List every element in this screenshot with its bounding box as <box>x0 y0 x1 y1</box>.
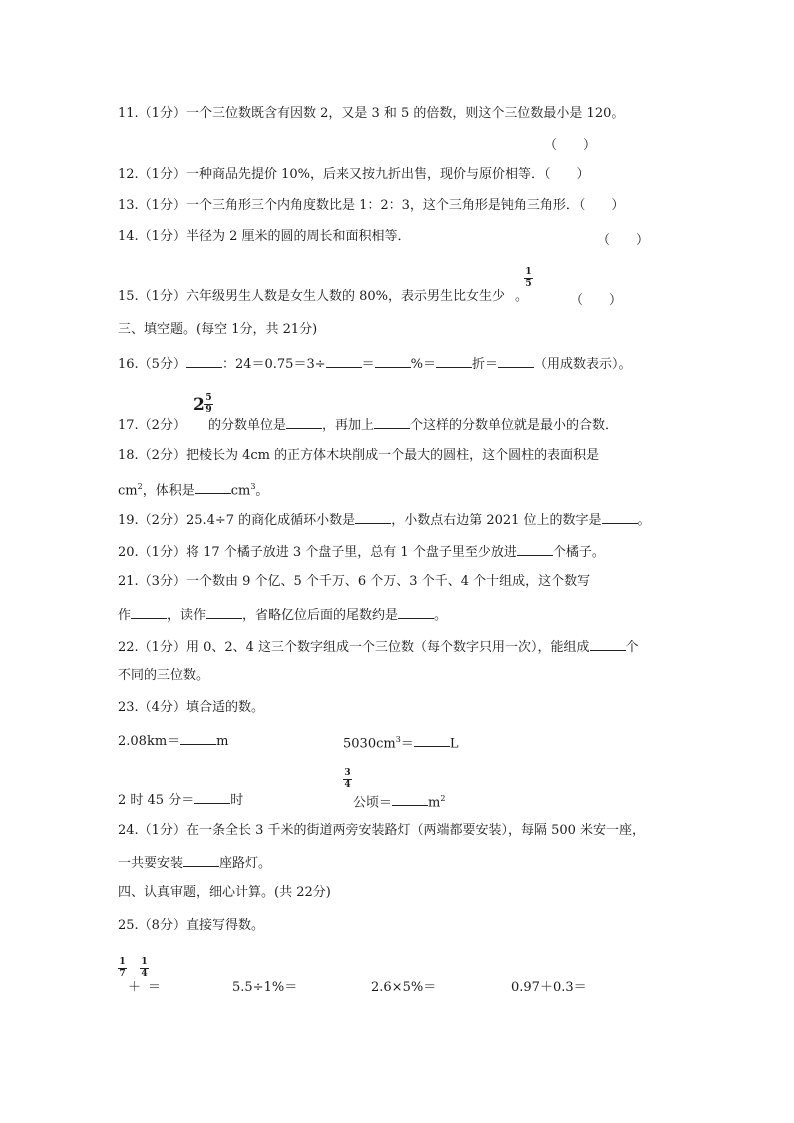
section-4-heading: 四、认真审题，细心计算。(共 22分) <box>118 885 331 900</box>
conversion-text: 2 时 45 分＝ <box>118 793 195 808</box>
conversion-item-2 <box>343 732 458 752</box>
unit: L <box>449 736 459 752</box>
question-20 <box>118 543 605 561</box>
question-19-text: 19.（2分）25.4÷7 的商化成循环小数是 <box>118 513 356 528</box>
conversion-text: 2.08km＝ <box>118 734 181 749</box>
fraction-denominator: 4 <box>141 969 148 979</box>
question-20-text: 20.（1分）将 17 个橘子放进 3 个盘子里，总有 1 个盘子里至少放进 <box>118 545 517 560</box>
question-21-line1: 21.（3分）一个数由 9 个亿、5 个千万、6 个万、3 个千、4 个十组成，这个数写 <box>118 574 591 589</box>
question-18-line2 <box>118 479 268 499</box>
question-21-text: 。 <box>434 608 448 623</box>
superscript: 3 <box>250 482 256 491</box>
question-20-text: 个橘子。 <box>552 545 605 560</box>
question-15-end: 。 <box>514 289 528 304</box>
question-16-text: %＝ <box>410 357 436 372</box>
blank[interactable] <box>206 606 242 619</box>
question-25-title: 25.（8分）直接写得数。 <box>118 918 264 933</box>
superscript: 2 <box>440 794 446 803</box>
question-16-text: （用成数表示）。 <box>534 357 632 372</box>
fraction-denominator: 7 <box>119 969 126 979</box>
unit-cm: cm <box>118 483 138 499</box>
expression-3: 2.6×5%＝ <box>371 980 437 995</box>
section-3-heading: 三、填空题。(每空 1分，共 21分) <box>118 322 318 337</box>
blank[interactable] <box>183 854 219 867</box>
question-16-text: ：24＝0.75＝3÷ <box>221 357 326 372</box>
blank[interactable] <box>131 606 167 619</box>
blank[interactable] <box>375 355 411 368</box>
question-13: 13.（1分）一个三角形三个内角度数比是 1：2：3，这个三角形是钝角三角形．（ ） <box>118 198 625 213</box>
question-18-line1: 18.（2分）把棱长为 4cm 的正方体木块削成一个最大的圆柱，这个圆柱的表面积是 <box>118 448 600 463</box>
plus-sign: ＋ <box>128 980 142 995</box>
blank[interactable] <box>498 355 534 368</box>
question-18-text: 。 <box>255 483 269 499</box>
expression-4: 0.97＋0.3＝ <box>511 980 587 995</box>
fraction-numerator: 3 <box>344 768 351 778</box>
question-21-text: ，读作 <box>167 608 207 623</box>
question-15 <box>118 289 528 305</box>
question-17 <box>118 416 618 434</box>
blank[interactable] <box>326 355 362 368</box>
question-24-line2 <box>118 854 271 872</box>
question-19-text: 。 <box>637 513 651 528</box>
question-16 <box>118 355 632 373</box>
question-19 <box>118 511 651 529</box>
blank[interactable] <box>392 793 428 806</box>
blank[interactable] <box>517 543 553 556</box>
question-21-line2 <box>118 606 447 624</box>
blank[interactable] <box>436 355 472 368</box>
fraction-numerator: 5 <box>205 393 212 403</box>
blank[interactable] <box>286 416 322 429</box>
blank[interactable] <box>194 791 230 804</box>
conversion-item-1 <box>118 732 228 750</box>
blank[interactable] <box>186 355 222 368</box>
conversion-item-3 <box>118 791 243 809</box>
fraction-one-fifth <box>524 268 533 289</box>
blank[interactable] <box>414 734 450 747</box>
question-22-text: 22.（1分）用 0、2、4 这三个数字组成一个三位数（每个数字只用一次），能组成 <box>118 640 590 655</box>
mixed-number-whole: 2 <box>193 395 205 415</box>
question-17-text: 的分数单位是 <box>207 418 286 433</box>
question-17-text: ，再加上 <box>321 418 374 433</box>
unit-cm: cm <box>230 483 251 499</box>
fraction-denominator: 9 <box>205 405 212 415</box>
question-23-title: 23.（4分）填合适的数。 <box>118 700 264 715</box>
question-15-text: 15.（1分）六年级男生人数是女生人数的 80%，表示男生比女生少 <box>118 289 505 304</box>
question-19-text: ，小数点右边第 2021 位上的数字是 <box>391 513 602 528</box>
answer-paren-15: （ ） <box>570 293 623 308</box>
fraction-numerator: 1 <box>119 957 126 967</box>
question-22-line1 <box>118 638 639 656</box>
question-24-text: 座路灯。 <box>219 856 272 871</box>
unit: 时 <box>230 793 244 808</box>
fraction-numerator: 1 <box>141 957 148 967</box>
blank[interactable] <box>374 416 410 429</box>
blank[interactable] <box>590 638 626 651</box>
fraction-numerator: 1 <box>525 267 532 277</box>
question-24-line1: 24.（1分）在一条全长 3 千米的街道两旁安装路灯（两端都要安装），每隔 500 米安一座， <box>118 823 646 838</box>
question-16-text: 折＝ <box>471 357 498 372</box>
blank[interactable] <box>355 511 391 524</box>
expression-2: 5.5÷1%＝ <box>232 980 298 995</box>
question-21-text: ，省略亿位后面的尾数约是 <box>242 608 399 623</box>
blank[interactable] <box>180 732 216 745</box>
question-18-text: ，体积是 <box>142 483 195 499</box>
answer-paren-14: （ ） <box>597 233 650 248</box>
conversion-text: ＝ <box>400 736 414 752</box>
equals-sign: ＝ <box>148 980 162 995</box>
answer-paren-11: （ ） <box>544 138 597 153</box>
unit: m <box>428 795 441 811</box>
fraction-denominator: 4 <box>344 780 351 790</box>
question-16-text: ＝ <box>361 357 375 372</box>
blank[interactable] <box>195 481 231 494</box>
blank[interactable] <box>602 511 638 524</box>
fraction-one-seventh <box>118 958 127 979</box>
superscript: 2 <box>137 482 143 491</box>
question-11: 11.（1分）一个三位数既含有因数 2，又是 3 和 5 的倍数，则这个三位数最小是 120。 <box>118 106 625 121</box>
question-17-text: 个这样的分数单位就是最小的合数． <box>409 418 618 433</box>
question-14: 14.（1分）半径为 2 厘米的圆的周长和面积相等． <box>118 229 411 244</box>
question-17-label: 17.（2分） <box>118 418 186 433</box>
question-12: 12.（1分）一种商品先提价 10%，后来又按九折出售，现价与原价相等．（ ） <box>118 167 590 182</box>
question-16-label: 16.（5分） <box>118 357 186 372</box>
conversion-text: 公顷＝ <box>353 795 393 811</box>
fraction-three-quarters <box>343 769 352 790</box>
mixed-number-fraction <box>204 394 213 415</box>
superscript: 3 <box>395 735 401 744</box>
question-21-text: 作 <box>118 608 132 623</box>
fraction-denominator: 5 <box>525 279 532 289</box>
conversion-text: 5030cm <box>343 736 396 752</box>
question-24-text: 一共要安装 <box>118 856 184 871</box>
question-22-text: 个 <box>625 640 639 655</box>
blank[interactable] <box>398 606 434 619</box>
unit: m <box>216 734 229 749</box>
conversion-item-4 <box>353 791 445 811</box>
question-22-line2: 不同的三位数。 <box>118 668 210 683</box>
